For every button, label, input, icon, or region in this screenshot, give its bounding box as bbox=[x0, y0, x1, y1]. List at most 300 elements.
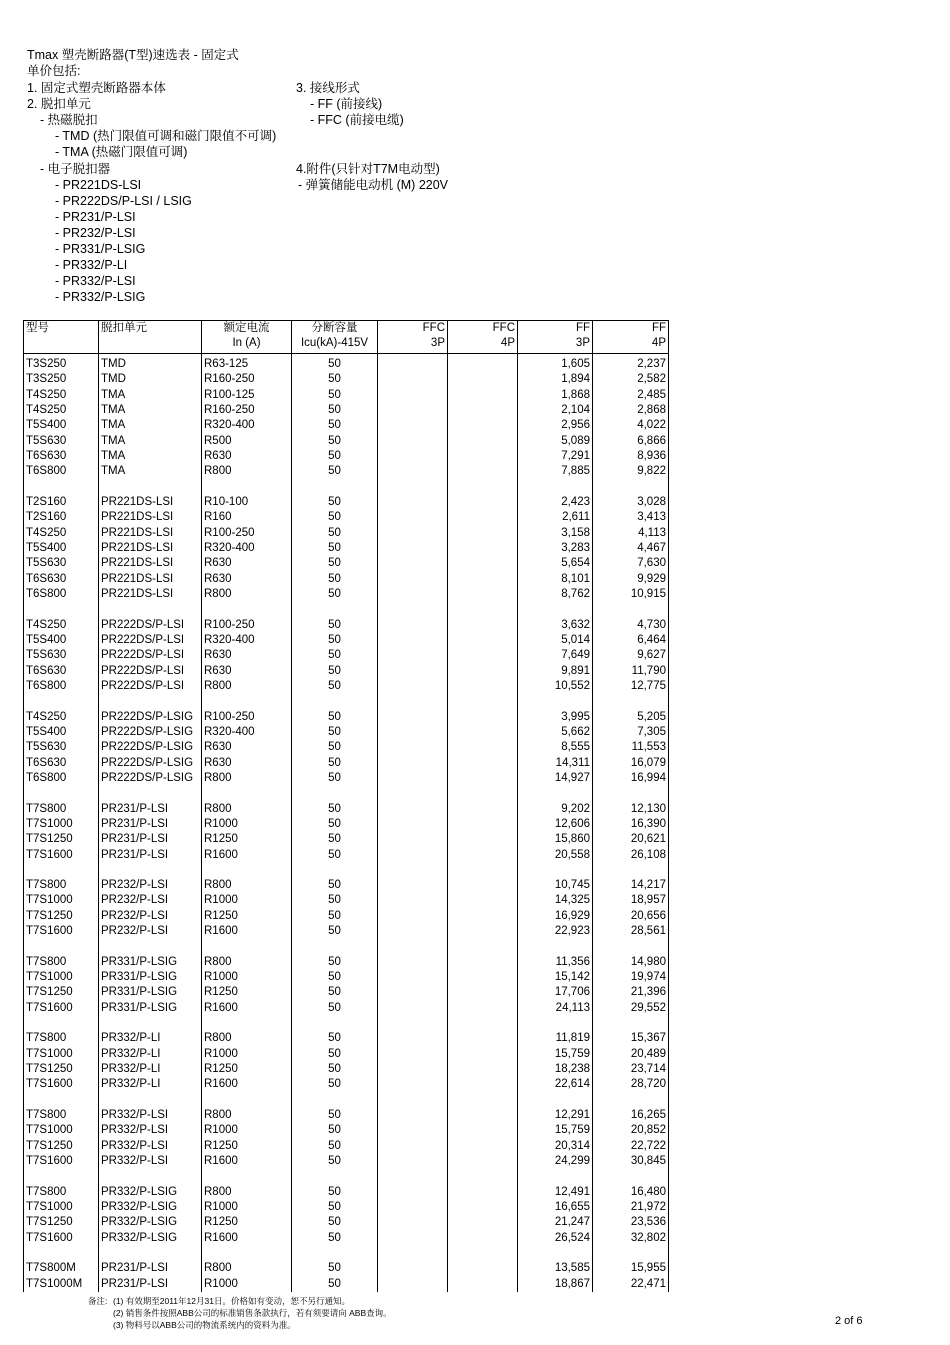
spacer-cell bbox=[292, 1092, 378, 1107]
cell-ffc-3p bbox=[378, 1276, 448, 1291]
cell-ff-4p: 16,390 bbox=[593, 817, 669, 832]
cell-ff-4p: 18,957 bbox=[593, 893, 669, 908]
cell-ffc-3p bbox=[378, 403, 448, 418]
list-item-pr331: - PR331/P-LSIG bbox=[55, 242, 146, 256]
spacer-cell bbox=[593, 863, 669, 878]
cell-ffc-4p bbox=[448, 709, 518, 724]
list-item-electronic: - 电子脱扣器 bbox=[40, 162, 111, 176]
cell-breaking-capacity: 50 bbox=[292, 1108, 378, 1123]
cell-ff-3p: 7,885 bbox=[518, 464, 593, 479]
cell-ff-4p: 20,489 bbox=[593, 1046, 669, 1061]
cell-ff-3p: 15,759 bbox=[518, 1046, 593, 1061]
cell-ffc-4p bbox=[448, 847, 518, 862]
table-row bbox=[24, 709, 669, 724]
cell-rated-current: R630 bbox=[202, 663, 292, 678]
cell-model: T7S1250 bbox=[24, 985, 99, 1000]
cell-breaking-capacity: 50 bbox=[292, 433, 378, 448]
cell-ffc-4p bbox=[448, 571, 518, 586]
table-header bbox=[24, 321, 669, 354]
cell-ff-3p: 16,655 bbox=[518, 1200, 593, 1215]
spacer-cell bbox=[378, 1169, 448, 1184]
cell-ff-4p: 4,022 bbox=[593, 418, 669, 433]
spacer-cell bbox=[202, 1169, 292, 1184]
cell-ffc-4p bbox=[448, 1154, 518, 1169]
cell-ff-4p: 4,113 bbox=[593, 525, 669, 540]
cell-ff-3p: 24,299 bbox=[518, 1154, 593, 1169]
spacer-cell bbox=[202, 694, 292, 709]
cell-ffc-4p bbox=[448, 908, 518, 923]
header-breaking-capacity: 分断容量 Icu(kA)-415V bbox=[292, 321, 378, 354]
cell-trip-unit: TMA bbox=[99, 449, 202, 464]
cell-ffc-4p bbox=[448, 1062, 518, 1077]
spacer-row bbox=[24, 694, 669, 709]
cell-breaking-capacity: 50 bbox=[292, 1077, 378, 1092]
cell-rated-current: R800 bbox=[202, 587, 292, 602]
cell-model: T7S1250 bbox=[24, 1062, 99, 1077]
cell-ff-3p: 15,759 bbox=[518, 1123, 593, 1138]
list-item-ffc: - FFC (前接电缆) bbox=[310, 113, 404, 127]
cell-model: T6S800 bbox=[24, 464, 99, 479]
cell-breaking-capacity: 50 bbox=[292, 709, 378, 724]
cell-model: T7S1600 bbox=[24, 1230, 99, 1245]
table-row bbox=[24, 1184, 669, 1199]
cell-trip-unit: PR222DS/P-LSIG bbox=[99, 771, 202, 786]
spacer-cell bbox=[378, 1016, 448, 1031]
list-item-pr332-lsig: - PR332/P-LSIG bbox=[55, 290, 146, 304]
cell-ff-4p: 2,868 bbox=[593, 403, 669, 418]
list-item-trip-unit: 2. 脱扣单元 bbox=[27, 97, 91, 111]
cell-breaking-capacity: 50 bbox=[292, 354, 378, 373]
cell-model: T3S250 bbox=[24, 354, 99, 373]
cell-breaking-capacity: 50 bbox=[292, 525, 378, 540]
table-row bbox=[24, 817, 669, 832]
spacer-cell bbox=[448, 1092, 518, 1107]
list-item-fixed-body: 1. 固定式塑壳断路器本体 bbox=[27, 81, 166, 95]
table-row bbox=[24, 1154, 669, 1169]
cell-trip-unit: PR332/P-LI bbox=[99, 1046, 202, 1061]
cell-trip-unit: TMA bbox=[99, 387, 202, 402]
list-item-ff: - FF (前接线) bbox=[310, 97, 383, 111]
cell-model: T7S800M bbox=[24, 1261, 99, 1276]
cell-model: T6S800 bbox=[24, 679, 99, 694]
spacer-cell bbox=[99, 1246, 202, 1261]
table-row bbox=[24, 954, 669, 969]
table-row bbox=[24, 832, 669, 847]
cell-rated-current: R800 bbox=[202, 1184, 292, 1199]
cell-trip-unit: PR221DS-LSI bbox=[99, 587, 202, 602]
spacer-cell bbox=[24, 694, 99, 709]
cell-trip-unit: PR231/P-LSI bbox=[99, 832, 202, 847]
table-row bbox=[24, 541, 669, 556]
cell-rated-current: R800 bbox=[202, 878, 292, 893]
spacer-cell bbox=[518, 694, 593, 709]
table-row bbox=[24, 893, 669, 908]
cell-ffc-3p bbox=[378, 908, 448, 923]
cell-ff-4p: 14,217 bbox=[593, 878, 669, 893]
cell-rated-current: R320-400 bbox=[202, 725, 292, 740]
cell-model: T7S1600 bbox=[24, 847, 99, 862]
cell-breaking-capacity: 50 bbox=[292, 1230, 378, 1245]
cell-breaking-capacity: 50 bbox=[292, 878, 378, 893]
cell-ffc-3p bbox=[378, 924, 448, 939]
spacer-row bbox=[24, 1246, 669, 1261]
cell-ffc-3p bbox=[378, 817, 448, 832]
spacer-cell bbox=[24, 1169, 99, 1184]
cell-ffc-4p bbox=[448, 495, 518, 510]
cell-trip-unit: TMD bbox=[99, 372, 202, 387]
cell-ffc-4p bbox=[448, 1108, 518, 1123]
table-row bbox=[24, 433, 669, 448]
spacer-row bbox=[24, 863, 669, 878]
cell-trip-unit: PR221DS-LSI bbox=[99, 571, 202, 586]
table-row bbox=[24, 1200, 669, 1215]
cell-ff-4p: 30,845 bbox=[593, 1154, 669, 1169]
cell-ffc-3p bbox=[378, 1046, 448, 1061]
spacer-cell bbox=[202, 786, 292, 801]
cell-rated-current: R1000 bbox=[202, 893, 292, 908]
cell-breaking-capacity: 50 bbox=[292, 1046, 378, 1061]
cell-model: T7S1000 bbox=[24, 817, 99, 832]
cell-ff-3p: 22,923 bbox=[518, 924, 593, 939]
cell-model: T3S250 bbox=[24, 372, 99, 387]
cell-trip-unit: TMA bbox=[99, 418, 202, 433]
cell-trip-unit: PR331/P-LSIG bbox=[99, 970, 202, 985]
cell-ff-3p: 15,860 bbox=[518, 832, 593, 847]
cell-ffc-3p bbox=[378, 525, 448, 540]
cell-ff-4p: 29,552 bbox=[593, 1000, 669, 1015]
cell-ffc-3p bbox=[378, 771, 448, 786]
cell-ffc-3p bbox=[378, 633, 448, 648]
list-item-pr332-li: - PR332/P-LI bbox=[55, 258, 128, 272]
cell-model: T7S1250 bbox=[24, 1138, 99, 1153]
cell-model: T7S800 bbox=[24, 1108, 99, 1123]
cell-ff-3p: 3,995 bbox=[518, 709, 593, 724]
spacer-cell bbox=[99, 602, 202, 617]
cell-ffc-4p bbox=[448, 510, 518, 525]
cell-breaking-capacity: 50 bbox=[292, 449, 378, 464]
cell-ff-3p: 14,927 bbox=[518, 771, 593, 786]
spacer-cell bbox=[24, 479, 99, 494]
cell-ff-3p: 2,956 bbox=[518, 418, 593, 433]
cell-rated-current: R1000 bbox=[202, 1046, 292, 1061]
note-material-number: (3) 物料号以ABB公司的物流系统内的资料为准。 bbox=[113, 1320, 296, 1330]
cell-ffc-4p bbox=[448, 648, 518, 663]
cell-breaking-capacity: 50 bbox=[292, 847, 378, 862]
cell-trip-unit: TMA bbox=[99, 464, 202, 479]
cell-ffc-3p bbox=[378, 970, 448, 985]
table-row bbox=[24, 495, 669, 510]
cell-ffc-3p bbox=[378, 985, 448, 1000]
cell-ffc-4p bbox=[448, 878, 518, 893]
spacer-cell bbox=[448, 1246, 518, 1261]
cell-breaking-capacity: 50 bbox=[292, 510, 378, 525]
spacer-cell bbox=[24, 1016, 99, 1031]
cell-ff-4p: 16,079 bbox=[593, 755, 669, 770]
cell-trip-unit: PR332/P-LI bbox=[99, 1031, 202, 1046]
cell-ffc-4p bbox=[448, 556, 518, 571]
cell-ffc-4p bbox=[448, 1077, 518, 1092]
cell-ffc-4p bbox=[448, 1215, 518, 1230]
cell-ffc-3p bbox=[378, 510, 448, 525]
cell-ff-3p: 1,868 bbox=[518, 387, 593, 402]
cell-ffc-4p bbox=[448, 433, 518, 448]
cell-ff-3p: 10,745 bbox=[518, 878, 593, 893]
cell-ff-4p: 2,485 bbox=[593, 387, 669, 402]
list-item-pr221: - PR221DS-LSI bbox=[55, 178, 142, 192]
cell-breaking-capacity: 50 bbox=[292, 679, 378, 694]
spacer-cell bbox=[448, 1169, 518, 1184]
table-row bbox=[24, 418, 669, 433]
cell-rated-current: R800 bbox=[202, 1031, 292, 1046]
cell-rated-current: R320-400 bbox=[202, 418, 292, 433]
cell-ffc-3p bbox=[378, 587, 448, 602]
cell-trip-unit: PR332/P-LI bbox=[99, 1062, 202, 1077]
table-row bbox=[24, 1276, 669, 1291]
cell-ff-4p: 5,205 bbox=[593, 709, 669, 724]
cell-ff-4p: 6,464 bbox=[593, 633, 669, 648]
table-row bbox=[24, 387, 669, 402]
cell-model: T4S250 bbox=[24, 709, 99, 724]
cell-rated-current: R630 bbox=[202, 740, 292, 755]
spacer-cell bbox=[202, 479, 292, 494]
cell-model: T7S1000 bbox=[24, 970, 99, 985]
cell-ffc-4p bbox=[448, 1184, 518, 1199]
notes-label: 备注: bbox=[88, 1296, 108, 1306]
cell-ff-3p: 12,606 bbox=[518, 817, 593, 832]
cell-ff-4p: 21,972 bbox=[593, 1200, 669, 1215]
cell-ff-3p: 3,283 bbox=[518, 541, 593, 556]
cell-model: T5S630 bbox=[24, 556, 99, 571]
table-row bbox=[24, 510, 669, 525]
cell-breaking-capacity: 50 bbox=[292, 924, 378, 939]
cell-ffc-3p bbox=[378, 495, 448, 510]
cell-ff-4p: 9,627 bbox=[593, 648, 669, 663]
cell-ff-3p: 18,867 bbox=[518, 1276, 593, 1291]
cell-ff-3p: 17,706 bbox=[518, 985, 593, 1000]
cell-ffc-3p bbox=[378, 663, 448, 678]
table-row bbox=[24, 847, 669, 862]
table-row bbox=[24, 587, 669, 602]
cell-trip-unit: PR222DS/P-LSI bbox=[99, 633, 202, 648]
spacer-row bbox=[24, 1092, 669, 1107]
cell-rated-current: R1250 bbox=[202, 1062, 292, 1077]
cell-ffc-4p bbox=[448, 633, 518, 648]
cell-ffc-3p bbox=[378, 801, 448, 816]
cell-ffc-4p bbox=[448, 1031, 518, 1046]
cell-rated-current: R1250 bbox=[202, 832, 292, 847]
cell-trip-unit: PR232/P-LSI bbox=[99, 924, 202, 939]
header-trip-unit: 脱扣单元 bbox=[99, 321, 202, 354]
cell-breaking-capacity: 50 bbox=[292, 372, 378, 387]
cell-rated-current: R1600 bbox=[202, 847, 292, 862]
cell-trip-unit: PR332/P-LI bbox=[99, 1077, 202, 1092]
cell-rated-current: R100-250 bbox=[202, 525, 292, 540]
cell-rated-current: R160-250 bbox=[202, 372, 292, 387]
cell-ff-3p: 10,552 bbox=[518, 679, 593, 694]
cell-model: T6S800 bbox=[24, 587, 99, 602]
cell-ffc-3p bbox=[378, 372, 448, 387]
spacer-cell bbox=[202, 1092, 292, 1107]
spacer-cell bbox=[518, 1169, 593, 1184]
spacer-cell bbox=[378, 694, 448, 709]
spacer-cell bbox=[24, 1092, 99, 1107]
spacer-cell bbox=[24, 1246, 99, 1261]
list-item-connection: 3. 接线形式 bbox=[296, 81, 360, 95]
cell-breaking-capacity: 50 bbox=[292, 464, 378, 479]
cell-model: T5S630 bbox=[24, 740, 99, 755]
cell-ffc-4p bbox=[448, 985, 518, 1000]
cell-model: T2S160 bbox=[24, 510, 99, 525]
cell-ffc-4p bbox=[448, 617, 518, 632]
cell-ff-3p: 14,325 bbox=[518, 893, 593, 908]
cell-breaking-capacity: 50 bbox=[292, 387, 378, 402]
cell-breaking-capacity: 50 bbox=[292, 541, 378, 556]
table-row bbox=[24, 801, 669, 816]
cell-breaking-capacity: 50 bbox=[292, 1123, 378, 1138]
cell-trip-unit: PR332/P-LSI bbox=[99, 1123, 202, 1138]
spacer-row bbox=[24, 602, 669, 617]
cell-trip-unit: PR332/P-LSIG bbox=[99, 1215, 202, 1230]
spacer-cell bbox=[593, 602, 669, 617]
cell-trip-unit: PR332/P-LSIG bbox=[99, 1184, 202, 1199]
cell-ff-4p: 10,915 bbox=[593, 587, 669, 602]
cell-rated-current: R1250 bbox=[202, 908, 292, 923]
spacer-cell bbox=[593, 1246, 669, 1261]
cell-trip-unit: PR222DS/P-LSIG bbox=[99, 725, 202, 740]
spacer-cell bbox=[99, 939, 202, 954]
cell-model: T6S800 bbox=[24, 771, 99, 786]
cell-model: T7S1000M bbox=[24, 1276, 99, 1291]
cell-ff-3p: 2,104 bbox=[518, 403, 593, 418]
table-row bbox=[24, 449, 669, 464]
cell-ffc-3p bbox=[378, 387, 448, 402]
spacer-cell bbox=[593, 1169, 669, 1184]
spacer-cell bbox=[518, 786, 593, 801]
cell-ff-4p: 3,028 bbox=[593, 495, 669, 510]
cell-ff-4p: 16,994 bbox=[593, 771, 669, 786]
cell-breaking-capacity: 50 bbox=[292, 740, 378, 755]
cell-ffc-4p bbox=[448, 740, 518, 755]
spacer-cell bbox=[448, 863, 518, 878]
spacer-cell bbox=[202, 863, 292, 878]
cell-breaking-capacity: 50 bbox=[292, 1154, 378, 1169]
cell-ffc-3p bbox=[378, 648, 448, 663]
cell-trip-unit: PR222DS/P-LSI bbox=[99, 663, 202, 678]
cell-ffc-4p bbox=[448, 893, 518, 908]
cell-ffc-3p bbox=[378, 464, 448, 479]
cell-breaking-capacity: 50 bbox=[292, 1000, 378, 1015]
cell-ffc-4p bbox=[448, 801, 518, 816]
cell-ff-4p: 20,621 bbox=[593, 832, 669, 847]
spacer-cell bbox=[292, 694, 378, 709]
cell-ff-3p: 3,632 bbox=[518, 617, 593, 632]
cell-ff-3p: 14,311 bbox=[518, 755, 593, 770]
table-row bbox=[24, 1000, 669, 1015]
cell-model: T7S1600 bbox=[24, 1077, 99, 1092]
table-row bbox=[24, 1062, 669, 1077]
cell-ffc-3p bbox=[378, 433, 448, 448]
spacer-cell bbox=[518, 1092, 593, 1107]
cell-rated-current: R100-250 bbox=[202, 709, 292, 724]
cell-trip-unit: PR231/P-LSI bbox=[99, 847, 202, 862]
cell-ffc-3p bbox=[378, 954, 448, 969]
spacer-cell bbox=[378, 1092, 448, 1107]
cell-model: T7S800 bbox=[24, 954, 99, 969]
table-row bbox=[24, 725, 669, 740]
cell-ffc-4p bbox=[448, 679, 518, 694]
cell-breaking-capacity: 50 bbox=[292, 817, 378, 832]
cell-ffc-4p bbox=[448, 449, 518, 464]
cell-model: T5S630 bbox=[24, 433, 99, 448]
spacer-cell bbox=[378, 602, 448, 617]
cell-ffc-4p bbox=[448, 1200, 518, 1215]
cell-model: T6S630 bbox=[24, 571, 99, 586]
spacer-cell bbox=[99, 1092, 202, 1107]
page-title: Tmax 塑壳断路器(T型)速选表 - 固定式 bbox=[27, 48, 239, 62]
cell-ff-3p: 20,558 bbox=[518, 847, 593, 862]
cell-ffc-4p bbox=[448, 1000, 518, 1015]
cell-ffc-4p bbox=[448, 832, 518, 847]
cell-breaking-capacity: 50 bbox=[292, 970, 378, 985]
table-row bbox=[24, 525, 669, 540]
cell-trip-unit: PR221DS-LSI bbox=[99, 541, 202, 556]
cell-rated-current: R160-250 bbox=[202, 403, 292, 418]
table-row bbox=[24, 571, 669, 586]
cell-model: T4S250 bbox=[24, 403, 99, 418]
table-row bbox=[24, 985, 669, 1000]
cell-rated-current: R100-125 bbox=[202, 387, 292, 402]
header-ff-4p: FF 4P bbox=[593, 321, 669, 354]
cell-ff-3p: 22,614 bbox=[518, 1077, 593, 1092]
cell-ff-4p: 26,108 bbox=[593, 847, 669, 862]
cell-trip-unit: TMA bbox=[99, 403, 202, 418]
cell-ffc-4p bbox=[448, 970, 518, 985]
cell-ff-4p: 15,367 bbox=[593, 1031, 669, 1046]
cell-breaking-capacity: 50 bbox=[292, 954, 378, 969]
spacer-cell bbox=[99, 786, 202, 801]
cell-ffc-3p bbox=[378, 617, 448, 632]
cell-model: T7S1250 bbox=[24, 1215, 99, 1230]
spacer-cell bbox=[99, 1016, 202, 1031]
cell-rated-current: R10-100 bbox=[202, 495, 292, 510]
cell-trip-unit: PR231/P-LSI bbox=[99, 817, 202, 832]
cell-ff-4p: 20,656 bbox=[593, 908, 669, 923]
table-row bbox=[24, 1077, 669, 1092]
cell-ffc-4p bbox=[448, 1138, 518, 1153]
cell-model: T5S400 bbox=[24, 541, 99, 556]
cell-model: T7S1600 bbox=[24, 1154, 99, 1169]
list-item-motor: - 弹簧储能电动机 (M) 220V bbox=[298, 178, 449, 192]
cell-rated-current: R1250 bbox=[202, 1215, 292, 1230]
cell-model: T7S1000 bbox=[24, 1123, 99, 1138]
cell-rated-current: R1000 bbox=[202, 970, 292, 985]
cell-ff-3p: 18,238 bbox=[518, 1062, 593, 1077]
cell-breaking-capacity: 50 bbox=[292, 648, 378, 663]
spacer-cell bbox=[448, 602, 518, 617]
cell-trip-unit: PR231/P-LSI bbox=[99, 1276, 202, 1291]
page-number: 2 of 6 bbox=[835, 1315, 863, 1327]
cell-ffc-3p bbox=[378, 1230, 448, 1245]
cell-ff-3p: 8,101 bbox=[518, 571, 593, 586]
cell-model: T7S1000 bbox=[24, 1046, 99, 1061]
cell-trip-unit: PR222DS/P-LSI bbox=[99, 617, 202, 632]
cell-trip-unit: PR331/P-LSIG bbox=[99, 954, 202, 969]
cell-ffc-3p bbox=[378, 1077, 448, 1092]
spacer-cell bbox=[448, 694, 518, 709]
table-row bbox=[24, 403, 669, 418]
cell-ff-4p: 2,582 bbox=[593, 372, 669, 387]
spacer-cell bbox=[518, 602, 593, 617]
